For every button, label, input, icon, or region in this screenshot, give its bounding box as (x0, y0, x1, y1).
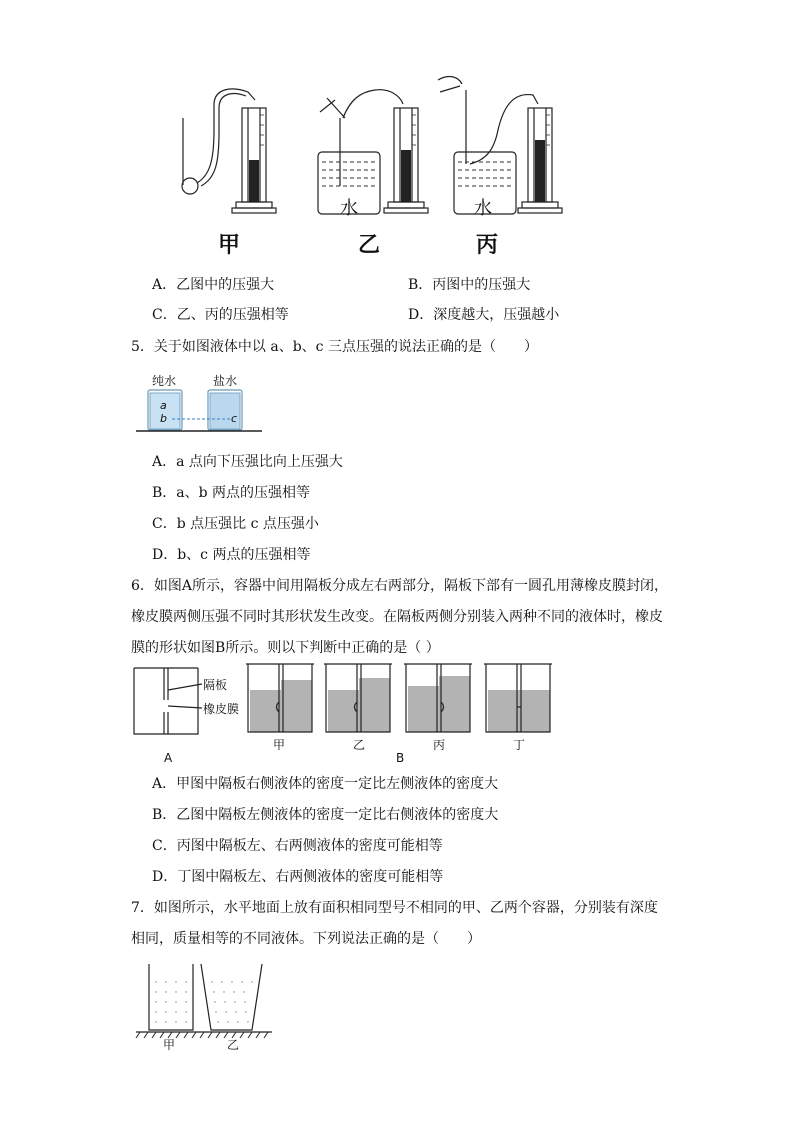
q4-water-label-2: 水 (474, 198, 492, 219)
q4-option-c[interactable]: C．乙、丙的压强相等 (152, 307, 289, 323)
q6-stem-line-3: 膜的形状如图B所示。则以下判断中正确的是（ ） (131, 640, 440, 656)
q7-stem-line-2: 相同，质量相等的不同液体。下列说法正确的是（ ） (131, 931, 481, 947)
q6-option-c[interactable]: C．丙图中隔板左、右两侧液体的密度可能相等 (152, 838, 443, 854)
q5-option-a[interactable]: A．a 点向下压强比向上压强大 (152, 454, 343, 470)
q6-option-d[interactable]: D．丁图中隔板左、右两侧液体的密度可能相等 (152, 869, 444, 885)
q4-option-a[interactable]: A．乙图中的压强大 (152, 277, 275, 293)
q4-option-b[interactable]: B．丙图中的压强大 (408, 277, 531, 293)
q5-point-b: b (160, 412, 167, 425)
q6-sub-jia: 甲 (273, 738, 286, 752)
q4-water-label-1: 水 (340, 198, 358, 219)
q6-label-partition: 隔板 (203, 678, 228, 692)
q6-sub-bing: 丙 (433, 738, 446, 752)
q7-label-yi: 乙 (227, 1038, 240, 1052)
q5-stem: 5．关于如图液体中以 a、b、c 三点压强的说法正确的是（ ） (131, 339, 538, 355)
q7-label-jia: 甲 (163, 1038, 176, 1052)
q6-stem-line-2: 橡皮膜两侧压强不同时其形状发生改变。在隔板两侧分别装入两种不同的液体时，橡皮 (131, 609, 663, 625)
q6-label-b: B (396, 751, 405, 765)
q5-point-a: a (160, 399, 167, 412)
q6-sub-yi: 乙 (353, 738, 366, 752)
q5-option-d[interactable]: D．b、c 两点的压强相等 (152, 547, 311, 563)
q5-label-pure-water: 纯水 (152, 374, 177, 388)
q4-label-bing: 丙 (476, 233, 499, 258)
q4-option-d[interactable]: D．深度越大，压强越小 (408, 307, 560, 323)
q5-option-c[interactable]: C．b 点压强比 c 点压强小 (152, 516, 319, 532)
q6-stem-line-1: 6．如图A所示，容器中间用隔板分成左右两部分，隔板下部有一圆孔用薄橡皮膜封闭， (131, 578, 669, 594)
q4-label-jia: 甲 (218, 233, 241, 258)
q6-option-b[interactable]: B．乙图中隔板左侧液体的密度一定比右侧液体的密度大 (152, 807, 499, 823)
q6-label-a: A (164, 751, 173, 765)
q7-stem-line-1: 7．如图所示，水平地面上放有面积相同型号不相同的甲、乙两个容器，分别装有深度 (131, 900, 658, 916)
q4-label-yi: 乙 (358, 233, 381, 258)
q5-option-b[interactable]: B．a、b 两点的压强相等 (152, 485, 311, 501)
q6-sub-ding: 丁 (513, 738, 526, 752)
q5-label-salt-water: 盐水 (213, 374, 238, 388)
q6-label-membrane: 橡皮膜 (203, 702, 240, 716)
q5-point-c: c (231, 412, 238, 425)
q6-option-a[interactable]: A．甲图中隔板右侧液体的密度一定比左侧液体的密度大 (152, 776, 499, 792)
